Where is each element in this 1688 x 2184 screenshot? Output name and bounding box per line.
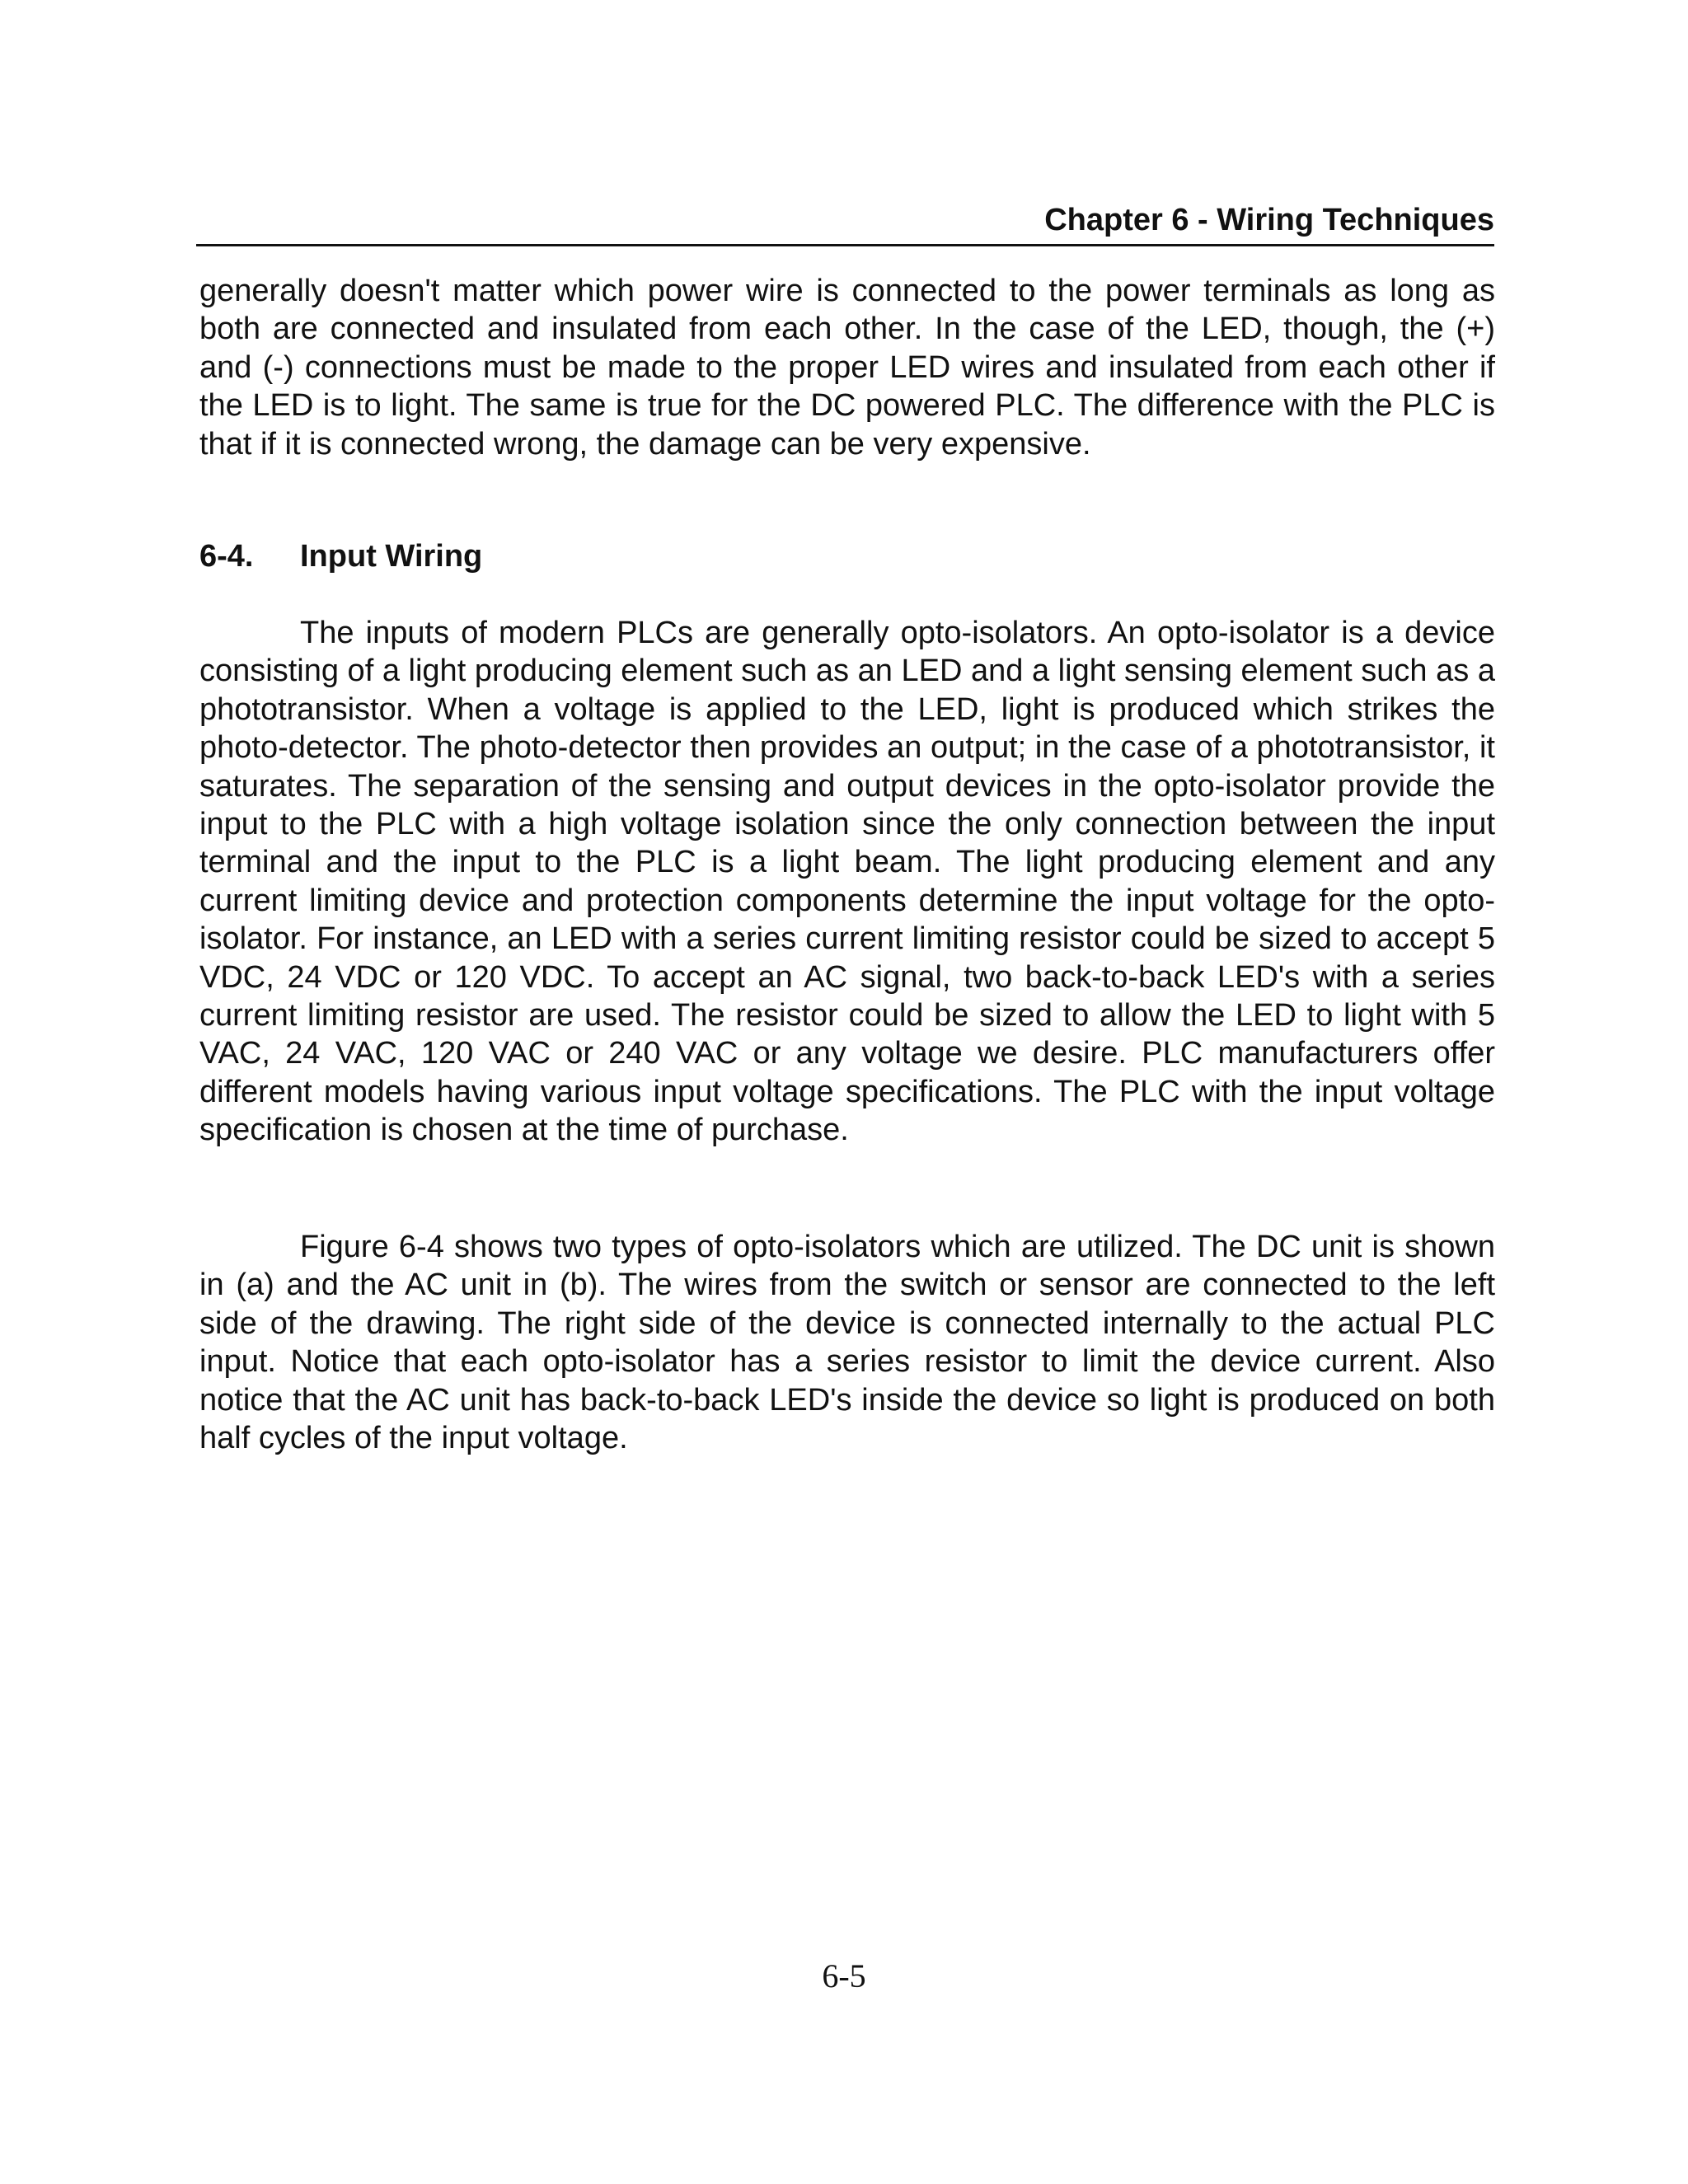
running-header [196,194,1494,246]
chapter-title: Chapter 6 - Wiring Techniques [1044,203,1494,237]
paragraph-figure-description: Figure 6-4 shows two types of opto-isolators which are utilized. The DC unit is shown in (a) and the AC unit in (b). The wires from the switch or sensor are connected to the left side of the drawing. The right side of the device is connected internally to the actual PLC input. Notice that each opto-isolator has a series resistor to limit the device current. Also notice that the AC unit has back-to-back LED's inside the device so light is produced on both half cycles of the input voltage. [199,1230,1495,1456]
page-number: 6-5 [822,1957,866,1994]
section-number: 6-4. [199,539,254,574]
section-heading [199,537,482,575]
section-title: Input Wiring [300,539,483,574]
paragraph-opto-isolators: The inputs of modern PLCs are generally opto-isolators. An opto-isolator is a device consisting of a light producing element such as an LED and a light sensing element such as a phototransistor. When a voltage is applied to the LED, light is produced which strikes the photo-detector. The photo-detector then provides an output; in the case of a phototransistor, it saturates. The separation of the sensing and output devices in the opto-isolator provide the input to the PLC with a high voltage isolation since the only connection between the input terminal and the input to the PLC is a light beam. The light producing element and any current limiting device and protection components determine the input voltage for the opto-isolator. For instance, an LED with a series current limiting resistor could be sized to accept 5 VDC, 24 VDC or 120 VDC. To accept an AC signal, two back-to-back LED's with a series current limiting resistor are used. The resistor could be sized to allow the LED to light with 5 VAC, 24 VAC, 120 VAC or 240 VAC or any voltage we desire. PLC manufacturers offer different models having various input voltage specifications. The PLC with the input voltage specification is chosen at the time of purchase. [199,616,1495,1148]
paragraph-continuation: generally doesn't matter which power wire is connected to the power terminals as long as both are connected and insulated from each other. In the case of the LED, though, the (+) and (-) connections must be made to the proper LED wires and insulated from each other if the LED is to light. The same is true for the DC powered PLC. The difference with the PLC is that if it is connected wrong, the damage can be very expensive. [199,274,1495,462]
